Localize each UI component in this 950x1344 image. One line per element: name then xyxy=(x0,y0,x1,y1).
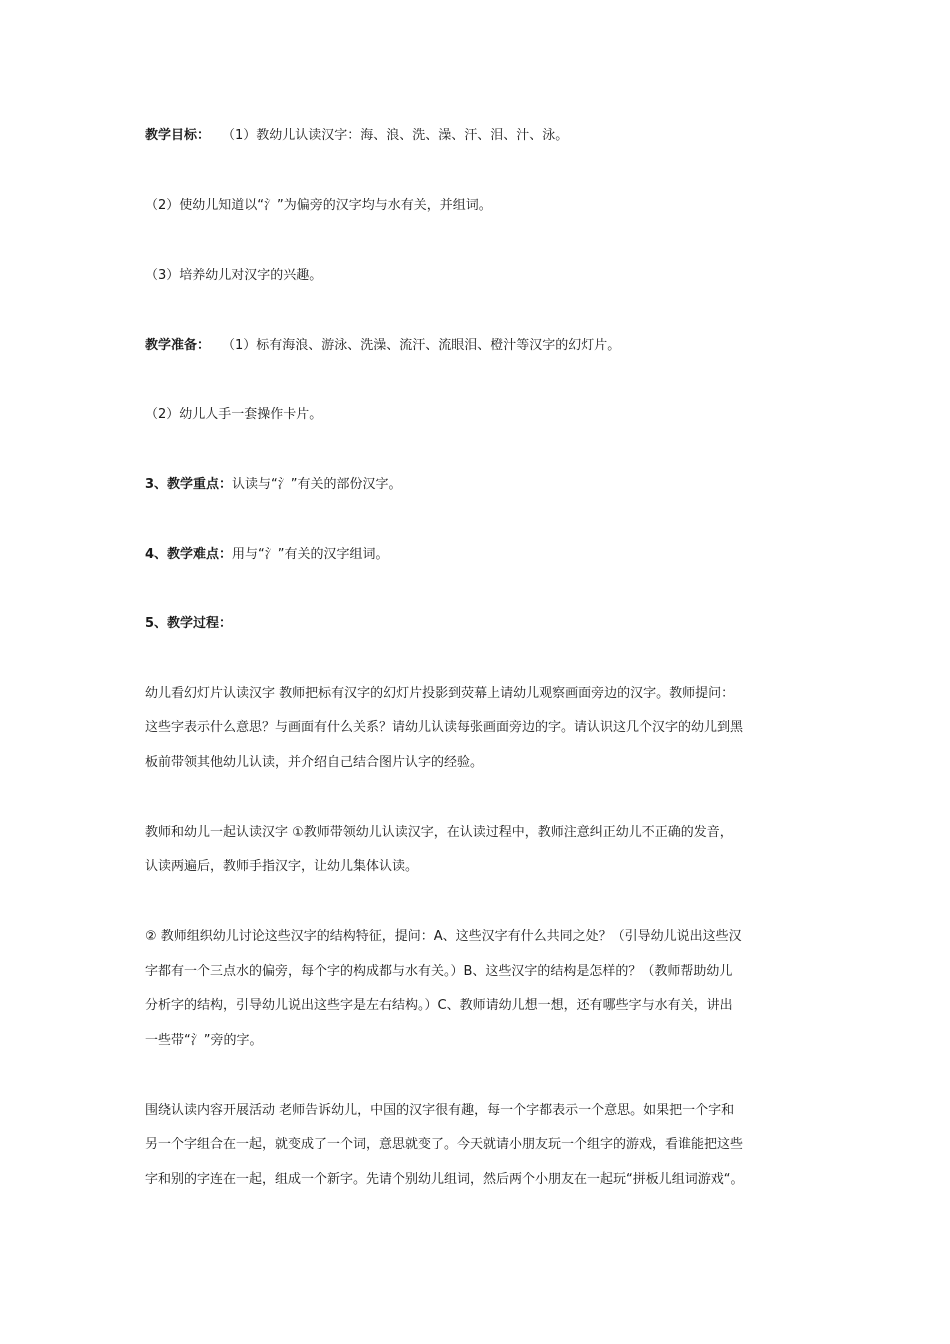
objectives-item-2: （2）使幼儿知道以“氵”为偏旁的汉字均与水有关，并组词。 xyxy=(145,198,492,213)
paragraph-3-line-3: 分析字的结构，引导幼儿说出这些字是左右结构。）C、教师请幼儿想一想，还有哪些字与水有关，讲出 xyxy=(145,998,733,1013)
paragraph-4-line-1: 围绕认读内容开展活动 老师告诉幼儿，中国的汉字很有趣，每一个字都表示一个意思。如果把一个字和 xyxy=(145,1103,735,1118)
process-heading: 5、教学过程： xyxy=(145,616,233,631)
difficulty-text: 用与“氵”有关的汉字组词。 xyxy=(232,547,389,562)
preparation-item-2: （2）幼儿人手一套操作卡片。 xyxy=(145,407,323,422)
preparation-line-1 xyxy=(145,338,620,354)
paragraph-2-line-2: 认读两遍后，教师手指汉字，让幼儿集体认读。 xyxy=(145,859,419,874)
paragraph-3-line-4: 一些带“氵”旁的字。 xyxy=(145,1033,263,1048)
paragraph-1-line-3: 板前带领其他幼儿认读，并介绍自己结合图片认字的经验。 xyxy=(145,755,484,770)
objectives-item-3: （3）培养幼儿对汉字的兴趣。 xyxy=(145,268,323,283)
paragraph-1-line-1: 幼儿看幻灯片认读汉字 教师把标有汉字的幻灯片投影到荧幕上请幼儿观察画面旁边的汉字。教师提问： xyxy=(145,686,735,701)
key-point-text: 认读与“氵”有关的部份汉字。 xyxy=(232,477,402,492)
key-point-line xyxy=(145,477,402,493)
preparation-label: 教学准备： xyxy=(145,338,211,353)
objectives-label: 教学目标： xyxy=(145,128,211,143)
paragraph-1-line-2: 这些字表示什么意思？与画面有什么关系？请幼儿认读每张画面旁边的字。请认识这几个汉字的幼儿到黑 xyxy=(145,720,744,735)
difficulty-line xyxy=(145,547,389,563)
paragraph-2-line-1: 教师和幼儿一起认读汉字 ①教师带领幼儿认读汉字，在认读过程中，教师注意纠正幼儿不正确的发音， xyxy=(145,825,733,840)
key-point-label: 3、教学重点： xyxy=(145,477,233,492)
objectives-item-1: （1）教幼儿认读汉字：海、浪、洗、澡、汗、泪、汁、泳。 xyxy=(222,128,569,143)
preparation-item-1: （1）标有海浪、游泳、洗澡、流汗、流眼泪、橙汁等汉字的幻灯片。 xyxy=(222,338,621,353)
objectives-line-1 xyxy=(145,128,568,144)
paragraph-4-line-3: 字和别的字连在一起，组成一个新字。先请个别幼儿组词，然后两个小朋友在一起玩“拼板儿组词游戏“。 xyxy=(145,1172,744,1187)
paragraph-3-line-1: ② 教师组织幼儿讨论这些汉字的结构特征，提问：A、这些汉字有什么共同之处？（引导幼儿说出这些汉 xyxy=(145,929,742,944)
paragraph-3-line-2: 字都有一个三点水的偏旁，每个字的构成都与水有关。）B、这些汉字的结构是怎样的？（教师帮助幼儿 xyxy=(145,964,733,979)
paragraph-4-line-2: 另一个字组合在一起，就变成了一个词，意思就变了。今天就请小朋友玩一个组字的游戏，看谁能把这些 xyxy=(145,1137,744,1152)
difficulty-label: 4、教学难点： xyxy=(145,547,233,562)
